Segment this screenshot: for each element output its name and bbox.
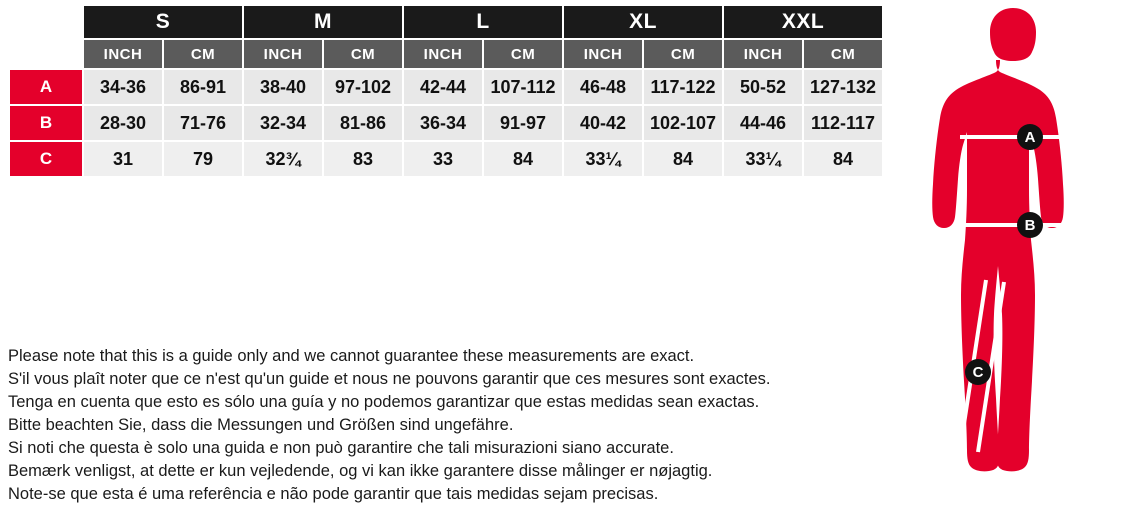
cell-a-s-inch: 34-36 — [84, 70, 162, 104]
marker-a — [1017, 124, 1043, 150]
unit-header-l-inch: INCH — [404, 40, 482, 68]
male-body-silhouette — [932, 8, 1064, 471]
cell-b-l-inch: 36-34 — [404, 106, 482, 140]
note-pt: Note-se que esta é uma referência e não pode garantir que tais medidas sejam precisas. — [8, 485, 659, 503]
cell-b-m-cm: 81-86 — [324, 106, 402, 140]
cell-a-m-cm: 97-102 — [324, 70, 402, 104]
cell-c-xl-inch: 33¼ — [564, 142, 642, 176]
cell-a-xl-cm: 117-122 — [644, 70, 722, 104]
unit-header-xl-inch: INCH — [564, 40, 642, 68]
marker-c-label: C — [972, 364, 984, 381]
cell-a-l-inch: 42-44 — [404, 70, 482, 104]
size-header-xl: XL — [564, 6, 722, 38]
cell-c-s-cm: 79 — [164, 142, 242, 176]
cell-b-s-inch: 28-30 — [84, 106, 162, 140]
note-fr: S'il vous plaît noter que ce n'est qu'un guide et nous ne pouvons garantir que ces mesures sont exactes. — [8, 370, 771, 388]
table-corner — [10, 6, 82, 38]
marker-a-label: A — [1024, 129, 1036, 146]
cell-a-s-cm: 86-91 — [164, 70, 242, 104]
unit-header-xxl-inch: INCH — [724, 40, 802, 68]
cell-a-l-cm: 107-112 — [484, 70, 562, 104]
unit-header-xxl-cm: CM — [804, 40, 882, 68]
unit-header-s-cm: CM — [164, 40, 242, 68]
size-header-l: L — [404, 6, 562, 38]
cell-a-xxl-inch: 50-52 — [724, 70, 802, 104]
table-row — [10, 142, 882, 176]
cell-c-m-inch: 32¾ — [244, 142, 322, 176]
note-da: Bemærk venligst, at dette er kun vejledende, og vi kan ikke garantere disse målinger er nøjagtig. — [8, 462, 713, 480]
cell-a-xl-inch: 46-48 — [564, 70, 642, 104]
disclaimer-notes — [8, 346, 878, 507]
cell-b-xl-cm: 102-107 — [644, 106, 722, 140]
cell-a-xxl-cm: 127-132 — [804, 70, 882, 104]
body-figure — [900, 0, 1126, 516]
unit-header-m-cm: CM — [324, 40, 402, 68]
marker-b-label: B — [1024, 217, 1036, 234]
cell-c-l-inch: 33 — [404, 142, 482, 176]
cell-c-xl-cm: 84 — [644, 142, 722, 176]
table-row — [10, 106, 882, 140]
cell-b-xxl-cm: 112-117 — [804, 106, 882, 140]
cell-c-xxl-inch: 33¼ — [724, 142, 802, 176]
size-header-m: M — [244, 6, 402, 38]
note-it: Si noti che questa è solo una guida e non può garantire che tali misurazioni siano accurate. — [8, 439, 674, 457]
note-es: Tenga en cuenta que esto es sólo una guía y no podemos garantizar que estas medidas sean exactas. — [8, 393, 760, 411]
cell-c-s-inch: 31 — [84, 142, 162, 176]
marker-c — [965, 359, 991, 385]
row-label-c: C — [10, 142, 82, 176]
note-de: Bitte beachten Sie, dass die Messungen und Größen sind ungefähre. — [8, 416, 514, 434]
unit-header-l-cm: CM — [484, 40, 562, 68]
size-table — [8, 4, 884, 178]
unit-header-s-inch: INCH — [84, 40, 162, 68]
unit-header-row — [10, 40, 882, 68]
table-row — [10, 70, 882, 104]
size-chart — [8, 4, 877, 178]
row-label-a: A — [10, 70, 82, 104]
size-header-s: S — [84, 6, 242, 38]
size-header-xxl: XXL — [724, 6, 882, 38]
cell-c-l-cm: 84 — [484, 142, 562, 176]
unit-header-m-inch: INCH — [244, 40, 322, 68]
cell-c-m-cm: 83 — [324, 142, 402, 176]
table-corner-2 — [10, 40, 82, 68]
cell-b-xl-inch: 40-42 — [564, 106, 642, 140]
row-label-b: B — [10, 106, 82, 140]
unit-header-xl-cm: CM — [644, 40, 722, 68]
marker-b — [1017, 212, 1043, 238]
cell-b-l-cm: 91-97 — [484, 106, 562, 140]
cell-b-m-inch: 32-34 — [244, 106, 322, 140]
cell-b-xxl-inch: 44-46 — [724, 106, 802, 140]
cell-c-xxl-cm: 84 — [804, 142, 882, 176]
note-en: Please note that this is a guide only and we cannot guarantee these measurements are exact. — [8, 347, 695, 365]
cell-b-s-cm: 71-76 — [164, 106, 242, 140]
size-header-row — [10, 6, 882, 38]
cell-a-m-inch: 38-40 — [244, 70, 322, 104]
